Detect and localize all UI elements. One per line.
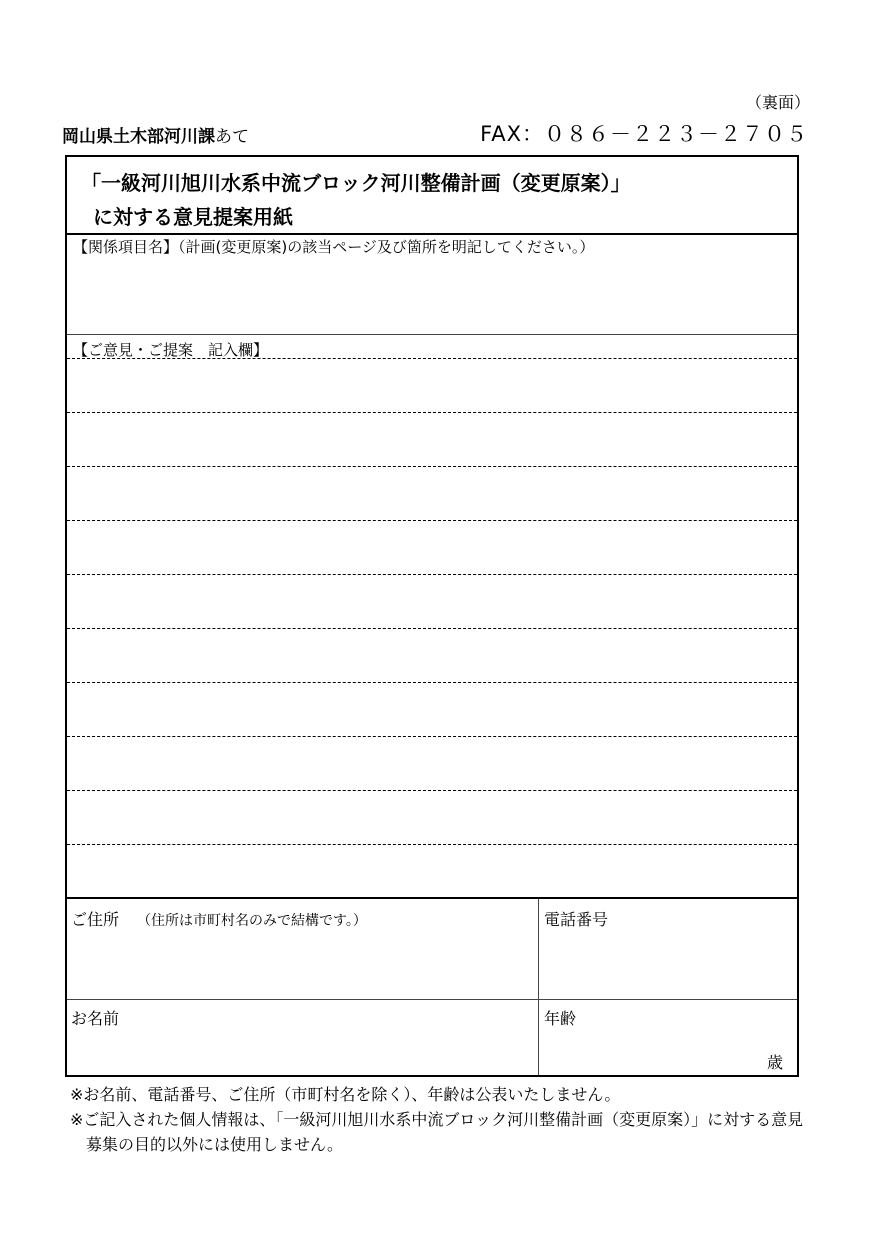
- fax-number: FAX：０８６－２２３－２７０５: [480, 122, 808, 146]
- address-field: [71, 907, 367, 930]
- personal-info-top-border: [67, 897, 797, 899]
- opinion-form: [65, 155, 799, 1077]
- form-title-line2: に対する意見提案用紙: [93, 205, 293, 229]
- name-label: お名前: [71, 1009, 120, 1028]
- opinion-line: [67, 844, 797, 845]
- opinion-line: [67, 358, 797, 359]
- age-unit: 歳: [766, 1053, 783, 1072]
- addressee-department: 岡山県土木部河川課: [62, 127, 215, 147]
- privacy-note: ※お名前、電話番号、ご住所（市町村名を除く）、年齢は公表いたしません。: [70, 1085, 621, 1104]
- related-items-label: 【関係項目名】（計画(変更原案)の該当ページ及び箇所を明記してください。）: [73, 238, 595, 256]
- opinion-line: [67, 628, 797, 629]
- addressee: [62, 122, 249, 147]
- page-side-label: （裏面）: [745, 93, 810, 112]
- form-title-box: [67, 157, 797, 235]
- opinion-line: [67, 574, 797, 575]
- opinion-line: [67, 736, 797, 737]
- opinion-line: [67, 790, 797, 791]
- age-label: 年齢: [544, 1009, 577, 1028]
- opinion-line: [67, 520, 797, 521]
- opinion-line: [67, 682, 797, 683]
- opinion-label: 【ご意見・ご提案 記入欄】: [73, 341, 269, 359]
- phone-label: 電話番号: [544, 910, 609, 929]
- personal-info-column-divider: [538, 899, 539, 1075]
- opinion-line: [67, 412, 797, 413]
- personal-info-row-divider: [67, 999, 797, 1000]
- address-label: ご住所: [71, 910, 120, 929]
- form-title-line1: 「一級河川旭川水系中流ブロック河川整備計画（変更原案）」: [81, 171, 631, 195]
- address-note: （住所は市町村名のみで結構です。）: [137, 913, 367, 929]
- privacy-note: ※ご記入された個人情報は、「一級河川旭川水系中流ブロック河川整備計画（変更原案）」に対する意見募集の目的以外には使用しません。: [70, 1110, 804, 1154]
- opinion-line: [67, 466, 797, 467]
- privacy-notes: [70, 1082, 815, 1157]
- addressee-suffix: あて: [215, 127, 249, 147]
- related-items-divider: [67, 334, 797, 335]
